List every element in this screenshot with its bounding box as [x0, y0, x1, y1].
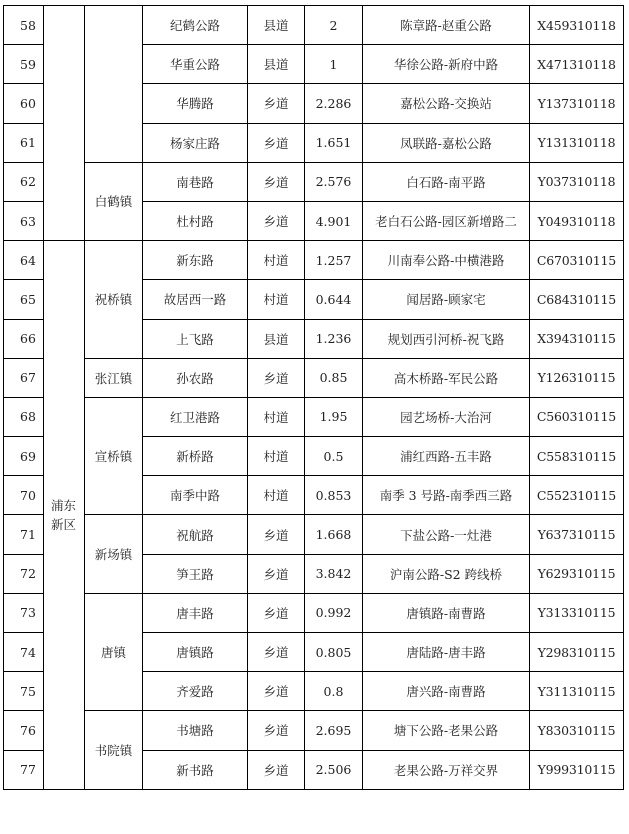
table-row	[4, 162, 624, 201]
road-name: 书塘路	[143, 711, 248, 750]
row-number: 74	[4, 633, 44, 672]
row-number: 77	[4, 750, 44, 789]
row-number: 70	[4, 476, 44, 515]
road-name: 故居西一路	[143, 280, 248, 319]
town-cell: 新场镇	[85, 515, 143, 593]
row-number: 71	[4, 515, 44, 554]
road-range: 下盐公路-一灶港	[363, 515, 530, 554]
road-range: 唐陆路-唐丰路	[363, 633, 530, 672]
road-code: Y298310115	[530, 633, 624, 672]
road-range: 规划西引河桥-祝飞路	[363, 319, 530, 358]
road-code: Y830310115	[530, 711, 624, 750]
district-label: 浦东新区	[51, 497, 77, 532]
road-grade: 乡道	[248, 750, 305, 789]
road-code: C560310115	[530, 397, 624, 436]
road-name: 红卫港路	[143, 397, 248, 436]
town-cell: 唐镇	[85, 593, 143, 711]
row-number: 61	[4, 123, 44, 162]
road-name: 新桥路	[143, 437, 248, 476]
row-number: 63	[4, 201, 44, 240]
road-range: 川南奉公路-中横港路	[363, 241, 530, 280]
table-row	[4, 593, 624, 632]
road-name: 祝航路	[143, 515, 248, 554]
road-length: 2.576	[305, 162, 363, 201]
road-name: 纪鹤公路	[143, 6, 248, 45]
road-grade: 乡道	[248, 123, 305, 162]
road-grade: 乡道	[248, 593, 305, 632]
town-cell: 祝桥镇	[85, 241, 143, 359]
road-code: Y126310115	[530, 358, 624, 397]
row-number: 72	[4, 554, 44, 593]
row-number: 75	[4, 672, 44, 711]
road-grade: 县道	[248, 6, 305, 45]
road-length: 0.644	[305, 280, 363, 319]
road-range: 沪南公路-S2 跨线桥	[363, 554, 530, 593]
row-number: 66	[4, 319, 44, 358]
table-row	[4, 6, 624, 45]
road-name: 孙农路	[143, 358, 248, 397]
road-length: 1.236	[305, 319, 363, 358]
row-number: 65	[4, 280, 44, 319]
road-code: Y037310118	[530, 162, 624, 201]
road-length: 2.506	[305, 750, 363, 789]
road-name: 杨家庄路	[143, 123, 248, 162]
road-range: 高木桥路-军民公路	[363, 358, 530, 397]
road-length: 1	[305, 45, 363, 84]
road-code: C558310115	[530, 437, 624, 476]
road-grade: 乡道	[248, 672, 305, 711]
road-length: 1.95	[305, 397, 363, 436]
road-range: 浦红西路-五丰路	[363, 437, 530, 476]
town-cell: 宣桥镇	[85, 397, 143, 515]
road-name: 杜村路	[143, 201, 248, 240]
road-range: 老果公路-万祥交界	[363, 750, 530, 789]
road-list-table	[3, 5, 624, 790]
road-length: 1.668	[305, 515, 363, 554]
road-name: 南巷路	[143, 162, 248, 201]
road-grade: 乡道	[248, 201, 305, 240]
table-row	[4, 241, 624, 280]
road-range: 唐兴路-南曹路	[363, 672, 530, 711]
table-row	[4, 397, 624, 436]
road-length: 4.901	[305, 201, 363, 240]
table-row	[4, 358, 624, 397]
road-code: Y629310115	[530, 554, 624, 593]
road-range: 园艺场桥-大治河	[363, 397, 530, 436]
road-grade: 村道	[248, 397, 305, 436]
road-range: 嘉松公路-交换站	[363, 84, 530, 123]
road-name: 笋王路	[143, 554, 248, 593]
road-grade: 村道	[248, 476, 305, 515]
road-length: 2.695	[305, 711, 363, 750]
road-grade: 乡道	[248, 358, 305, 397]
road-length: 3.842	[305, 554, 363, 593]
road-grade: 乡道	[248, 84, 305, 123]
road-name: 唐丰路	[143, 593, 248, 632]
row-number: 73	[4, 593, 44, 632]
row-number: 76	[4, 711, 44, 750]
town-cell: 书院镇	[85, 711, 143, 789]
road-code: C670310115	[530, 241, 624, 280]
town-cell	[85, 6, 143, 163]
road-code: Y313310115	[530, 593, 624, 632]
road-range: 南季 3 号路-南季西三路	[363, 476, 530, 515]
road-grade: 乡道	[248, 711, 305, 750]
road-range: 唐镇路-南曹路	[363, 593, 530, 632]
road-code: Y637310115	[530, 515, 624, 554]
road-code: Y999310115	[530, 750, 624, 789]
road-length: 0.5	[305, 437, 363, 476]
road-name: 华重公路	[143, 45, 248, 84]
road-code: X471310118	[530, 45, 624, 84]
road-length: 1.257	[305, 241, 363, 280]
road-length: 1.651	[305, 123, 363, 162]
row-number: 64	[4, 241, 44, 280]
road-code: X459310118	[530, 6, 624, 45]
row-number: 58	[4, 6, 44, 45]
road-grade: 乡道	[248, 554, 305, 593]
road-name: 新书路	[143, 750, 248, 789]
road-range: 老白石公路-园区新增路二	[363, 201, 530, 240]
road-grade: 乡道	[248, 633, 305, 672]
road-name: 华腾路	[143, 84, 248, 123]
road-grade: 村道	[248, 280, 305, 319]
road-name: 新东路	[143, 241, 248, 280]
road-range: 塘下公路-老果公路	[363, 711, 530, 750]
road-length: 0.85	[305, 358, 363, 397]
row-number: 69	[4, 437, 44, 476]
road-code: Y131310118	[530, 123, 624, 162]
road-range: 凤联路-嘉松公路	[363, 123, 530, 162]
road-code: Y137310118	[530, 84, 624, 123]
district-cell	[44, 241, 85, 790]
town-cell: 白鹤镇	[85, 162, 143, 240]
row-number: 62	[4, 162, 44, 201]
road-grade: 乡道	[248, 162, 305, 201]
road-name: 南季中路	[143, 476, 248, 515]
road-name: 唐镇路	[143, 633, 248, 672]
row-number: 60	[4, 84, 44, 123]
table-row	[4, 711, 624, 750]
row-number: 68	[4, 397, 44, 436]
road-range: 华徐公路-新府中路	[363, 45, 530, 84]
road-code: Y311310115	[530, 672, 624, 711]
road-grade: 乡道	[248, 515, 305, 554]
row-number: 59	[4, 45, 44, 84]
road-name: 齐爱路	[143, 672, 248, 711]
road-length: 0.853	[305, 476, 363, 515]
road-range: 闻居路-顾家宅	[363, 280, 530, 319]
row-number: 67	[4, 358, 44, 397]
road-length: 0.8	[305, 672, 363, 711]
road-code: C684310115	[530, 280, 624, 319]
road-code: X394310115	[530, 319, 624, 358]
road-range: 白石路-南平路	[363, 162, 530, 201]
road-length: 2	[305, 6, 363, 45]
road-grade: 县道	[248, 45, 305, 84]
town-cell: 张江镇	[85, 358, 143, 397]
road-grade: 县道	[248, 319, 305, 358]
road-length: 0.805	[305, 633, 363, 672]
road-name: 上飞路	[143, 319, 248, 358]
road-grade: 村道	[248, 241, 305, 280]
road-range: 陈章路-赵重公路	[363, 6, 530, 45]
table-row	[4, 515, 624, 554]
road-code: Y049310118	[530, 201, 624, 240]
road-length: 2.286	[305, 84, 363, 123]
road-grade: 村道	[248, 437, 305, 476]
road-code: C552310115	[530, 476, 624, 515]
district-cell	[44, 6, 85, 241]
road-length: 0.992	[305, 593, 363, 632]
